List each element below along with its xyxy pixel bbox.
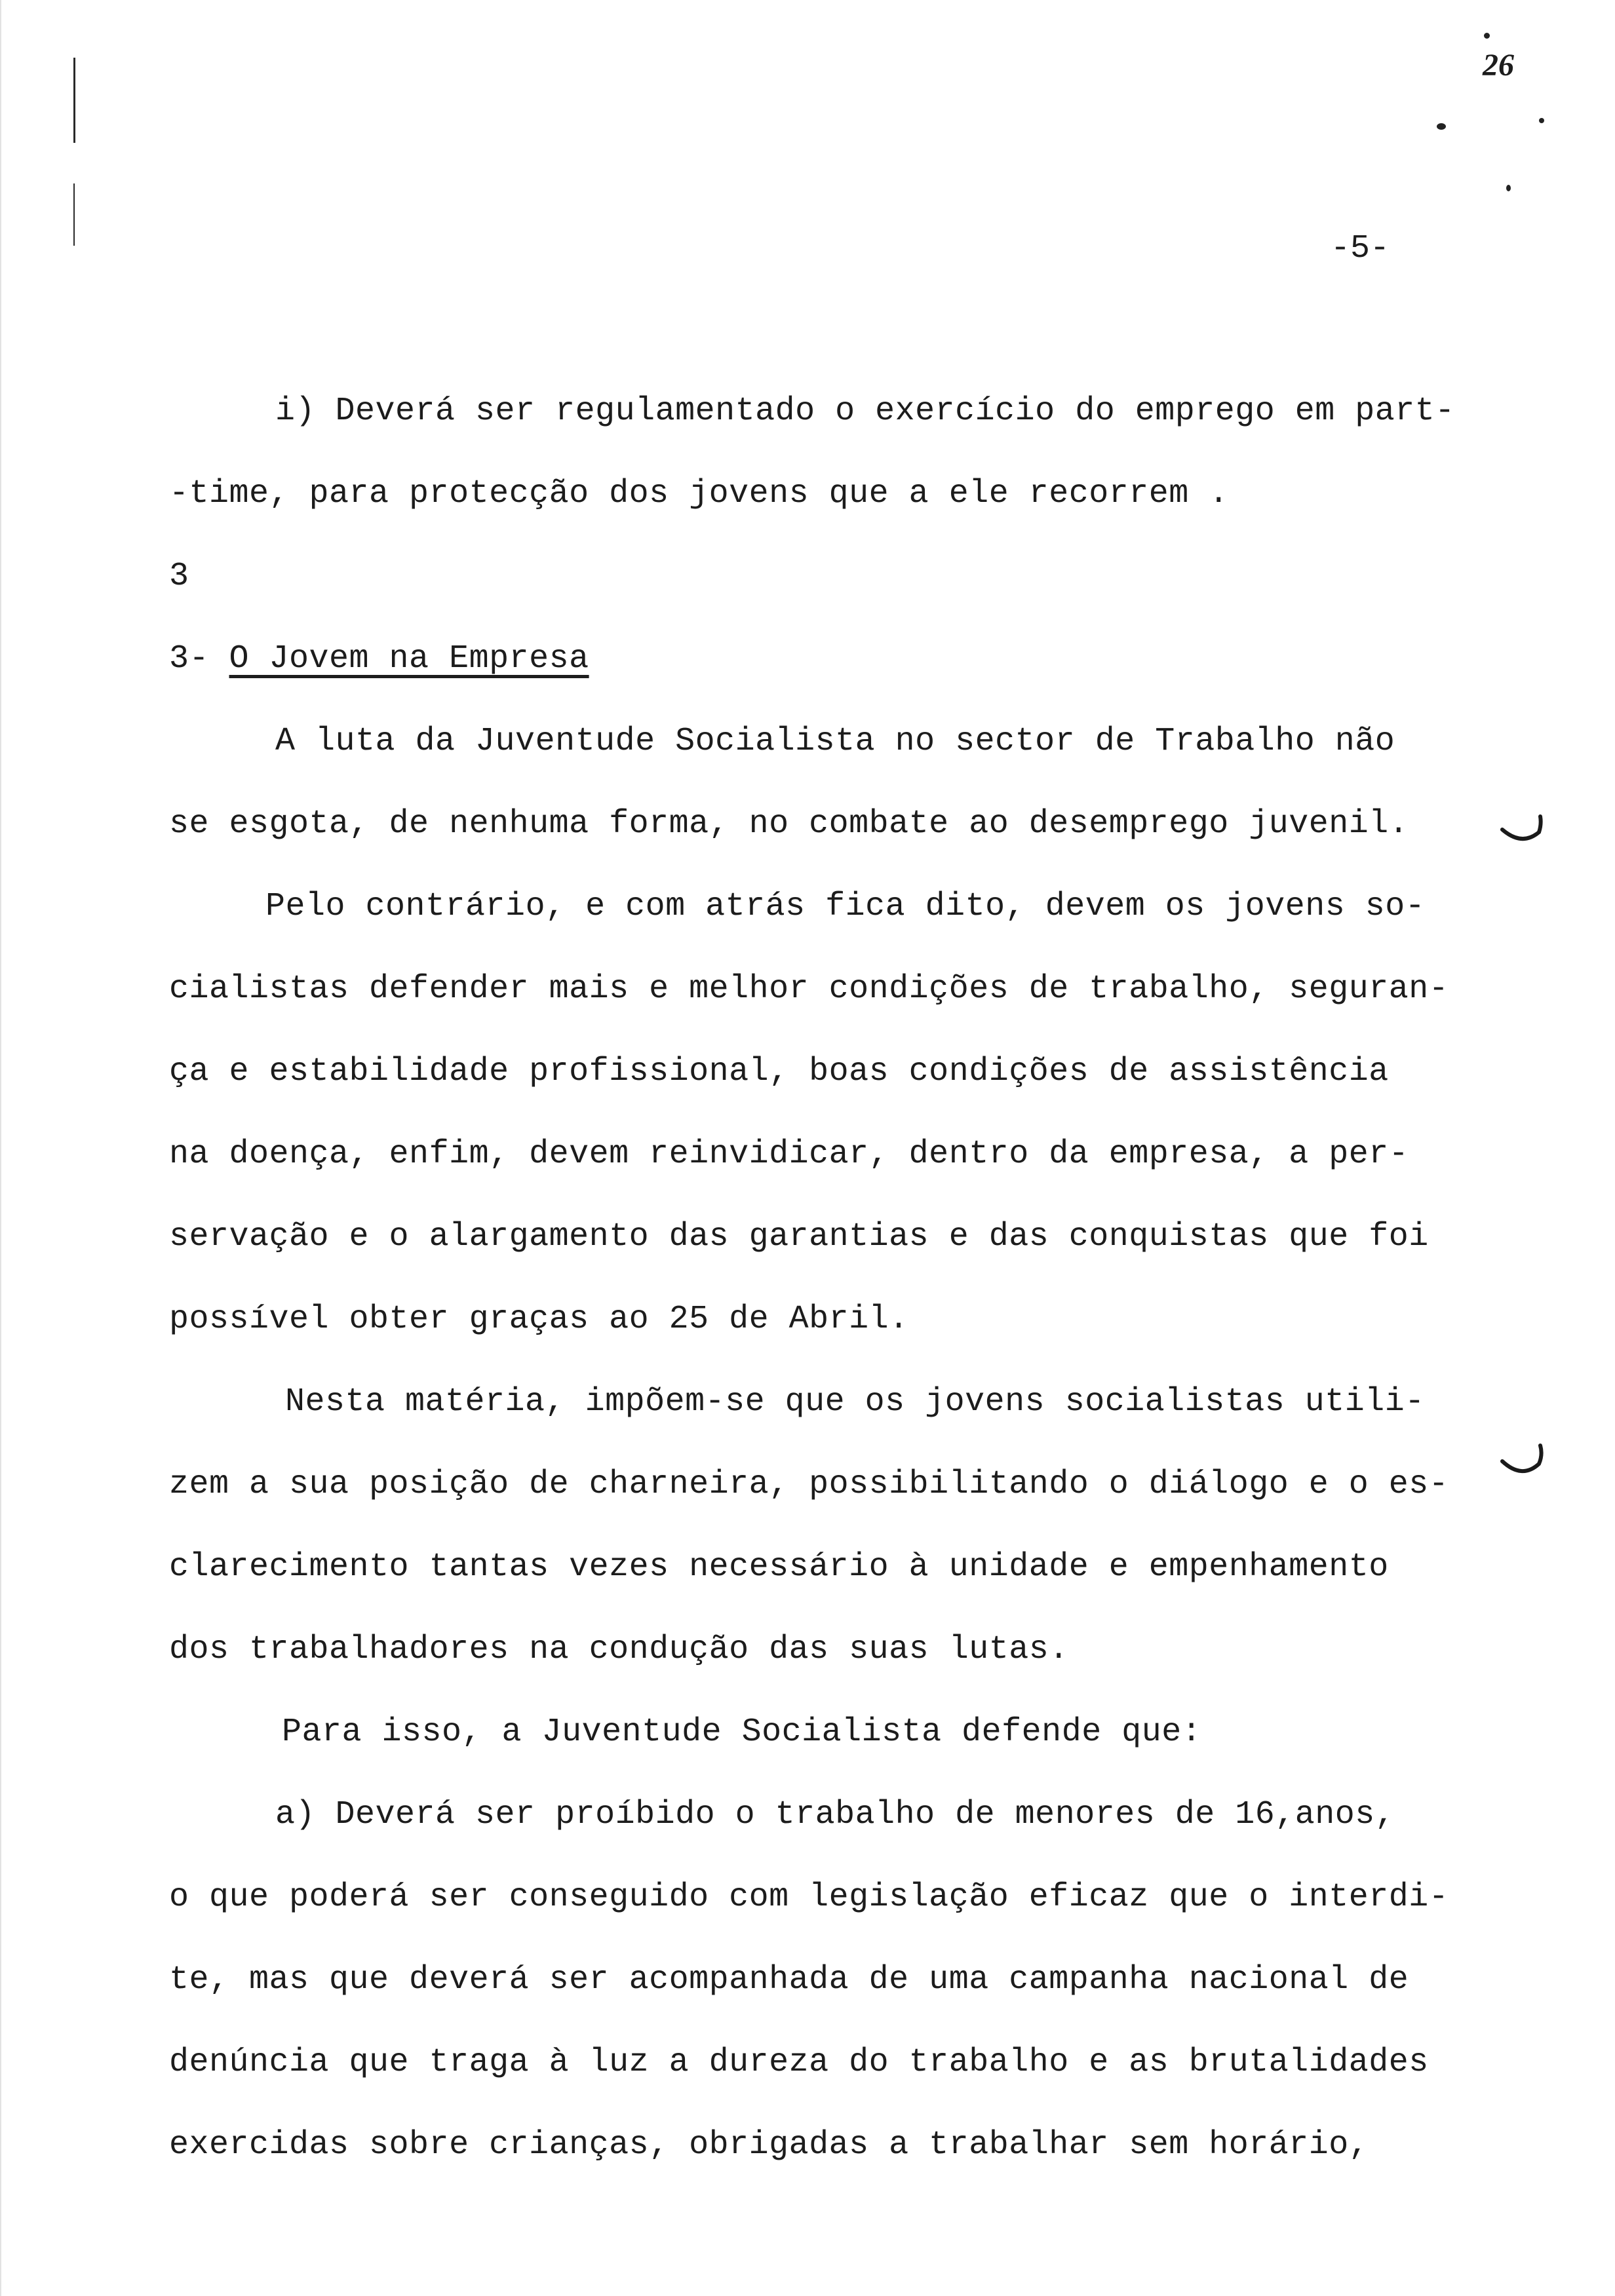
text-line: o que poderá ser conseguido com legislação eficaz que o interdi- xyxy=(169,1879,1449,1916)
text-line: dos trabalhadores na condução das suas lutas. xyxy=(169,1631,1069,1668)
margin-rule-upper xyxy=(73,58,75,143)
text-line: ça e estabilidade profissional, boas condições de assistência xyxy=(169,1053,1389,1090)
text-line: se esgota, de nenhuma forma, no combate ao desemprego juvenil. xyxy=(169,805,1409,843)
text-line: possível obter graças ao 25 de Abril. xyxy=(169,1301,909,1338)
text-line: A luta da Juventude Socialista no sector de Trabalho não xyxy=(275,723,1395,760)
text-line: cialistas defender mais e melhor condições de trabalho, seguran- xyxy=(169,970,1449,1008)
section-title: O Jovem na Empresa xyxy=(229,640,589,678)
text-line: exercidas sobre crianças, obrigadas a trabalhar sem horário, xyxy=(169,2126,1369,2164)
text-line: na doença, enfim, devem reinvidicar, dentro da empresa, a per- xyxy=(169,1136,1409,1173)
text-line: 3 xyxy=(169,558,189,595)
folio-number: 26 xyxy=(1483,48,1514,83)
text-line: Para isso, a Juventude Socialista defende que: xyxy=(282,1713,1202,1751)
page-number: -5- xyxy=(1331,230,1390,267)
text-line: -time, para protecção dos jovens que a ele recorrem . xyxy=(169,475,1229,512)
text-line: i) Deverá ser regulamentado o exercício do emprego em part- xyxy=(275,392,1455,430)
text-line: a) Deverá ser proíbido o trabalho de menores de 16,anos, xyxy=(275,1796,1395,1833)
text-line: te, mas que deverá ser acompanhada de uma campanha nacional de xyxy=(169,1961,1409,1999)
section-heading xyxy=(169,640,589,679)
text-line: zem a sua posição de charneira, possibilitando o diálogo e o es- xyxy=(169,1466,1449,1503)
check-mark-icon xyxy=(1500,810,1547,849)
text-line: Pelo contrário, e com atrás fica dito, devem os jovens so- xyxy=(265,888,1426,925)
ink-dot xyxy=(1539,118,1544,123)
text-line: clarecimento tantas vezes necessário à unidade e empenhamento xyxy=(169,1548,1389,1586)
check-mark-icon xyxy=(1500,1440,1547,1483)
text-line: servação e o alargamento das garantias e das conquistas que foi xyxy=(169,1218,1429,1255)
scan-left-edge xyxy=(0,0,1,2296)
ink-dot xyxy=(1484,33,1490,39)
ink-dot xyxy=(1506,185,1511,191)
margin-rule-lower xyxy=(73,183,75,246)
section-number: 3- xyxy=(169,640,229,678)
text-line: denúncia que traga à luz a dureza do trabalho e as brutalidades xyxy=(169,2044,1429,2081)
text-line: Nesta matéria, impõem-se que os jovens socialistas utili- xyxy=(285,1383,1425,1421)
ink-dot xyxy=(1437,123,1446,130)
